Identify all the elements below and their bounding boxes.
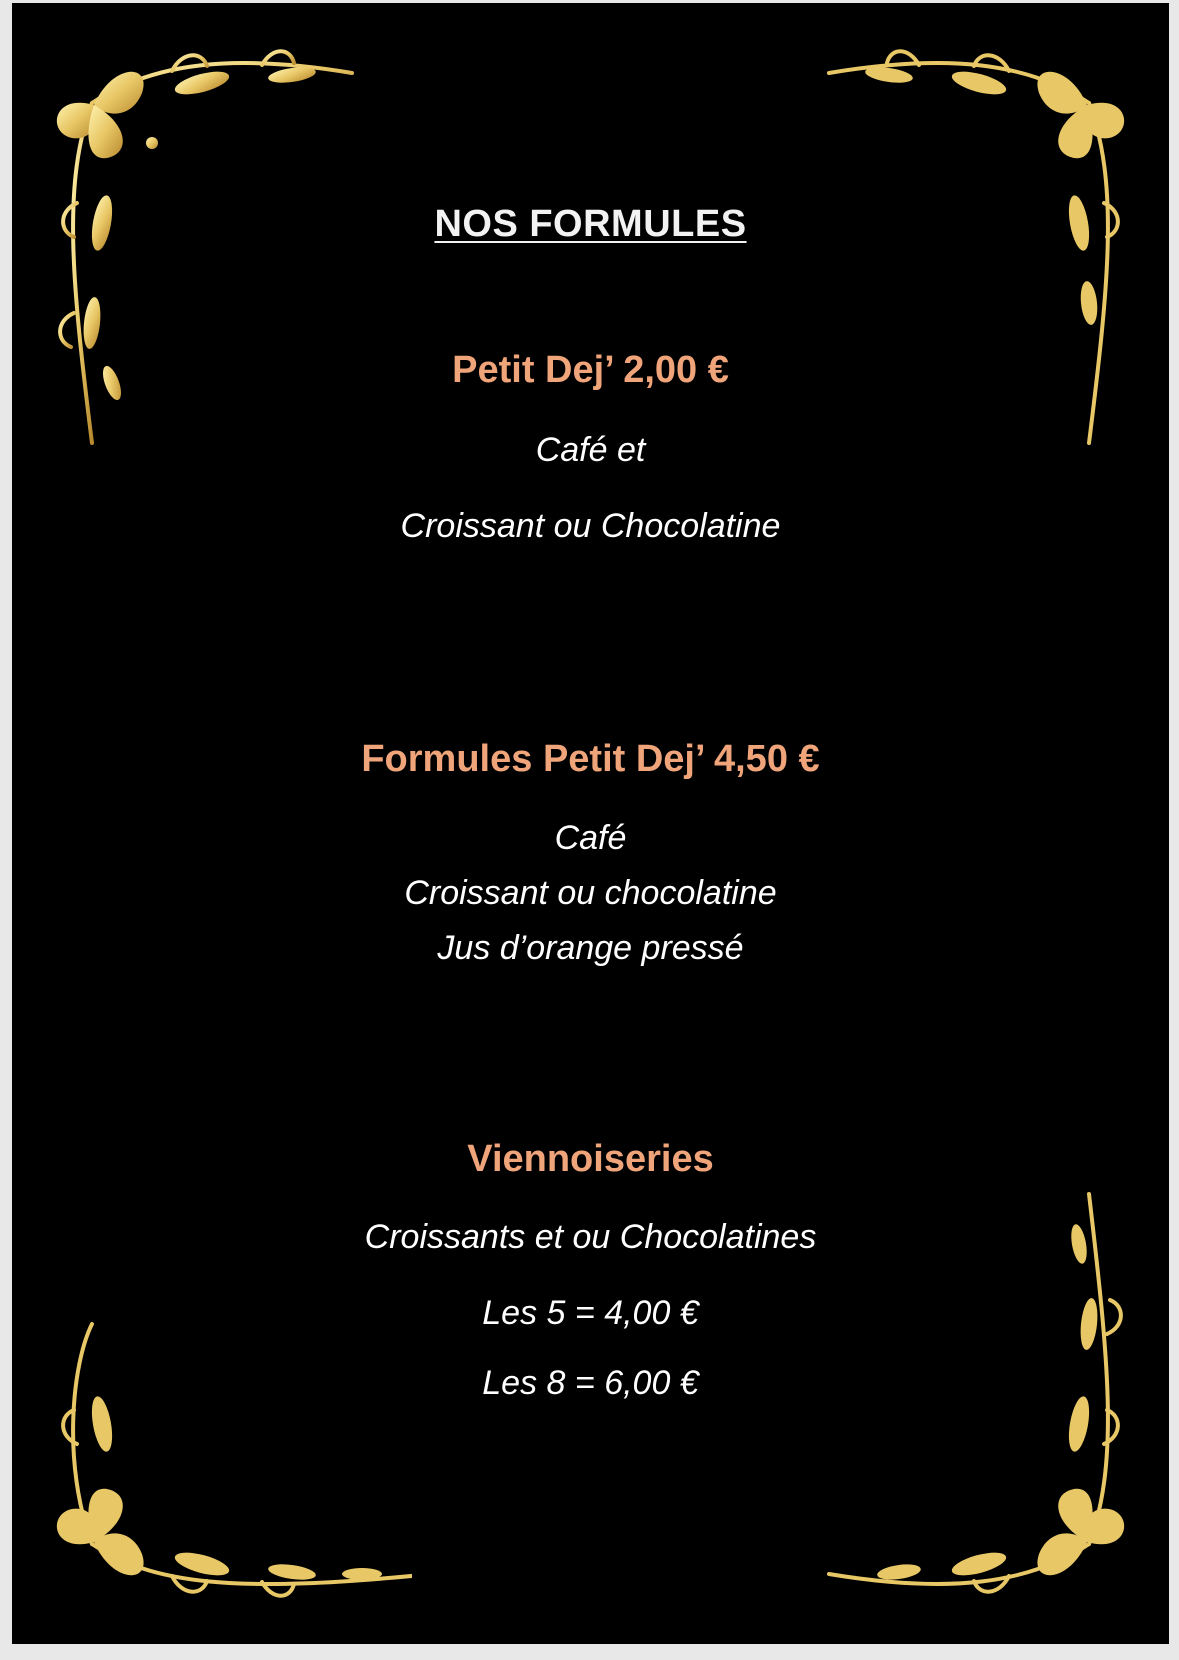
menu-page [12, 3, 1169, 1644]
menu-line: Croissants et ou Chocolatines [364, 1218, 817, 1256]
page-title: NOS FORMULES [434, 203, 747, 245]
floral-corner-ornament-icon [32, 23, 412, 493]
menu-line: Croissant ou chocolatine [404, 874, 777, 912]
menu-line: Jus d’orange pressé [437, 929, 744, 967]
menu-line: Croissant ou Chocolatine [400, 507, 781, 545]
section-heading-viennoiseries: Viennoiseries [467, 1138, 714, 1180]
floral-corner-ornament-icon [769, 23, 1149, 493]
section-heading-formules-petit-dej: Formules Petit Dej’ 4,50 € [361, 738, 820, 780]
menu-line: Les 8 = 6,00 € [482, 1364, 699, 1402]
section-heading-petit-dej: Petit Dej’ 2,00 € [452, 349, 729, 391]
menu-line: Café [554, 819, 627, 857]
menu-line: Café et [535, 431, 646, 469]
menu-line: Les 5 = 4,00 € [482, 1294, 699, 1332]
